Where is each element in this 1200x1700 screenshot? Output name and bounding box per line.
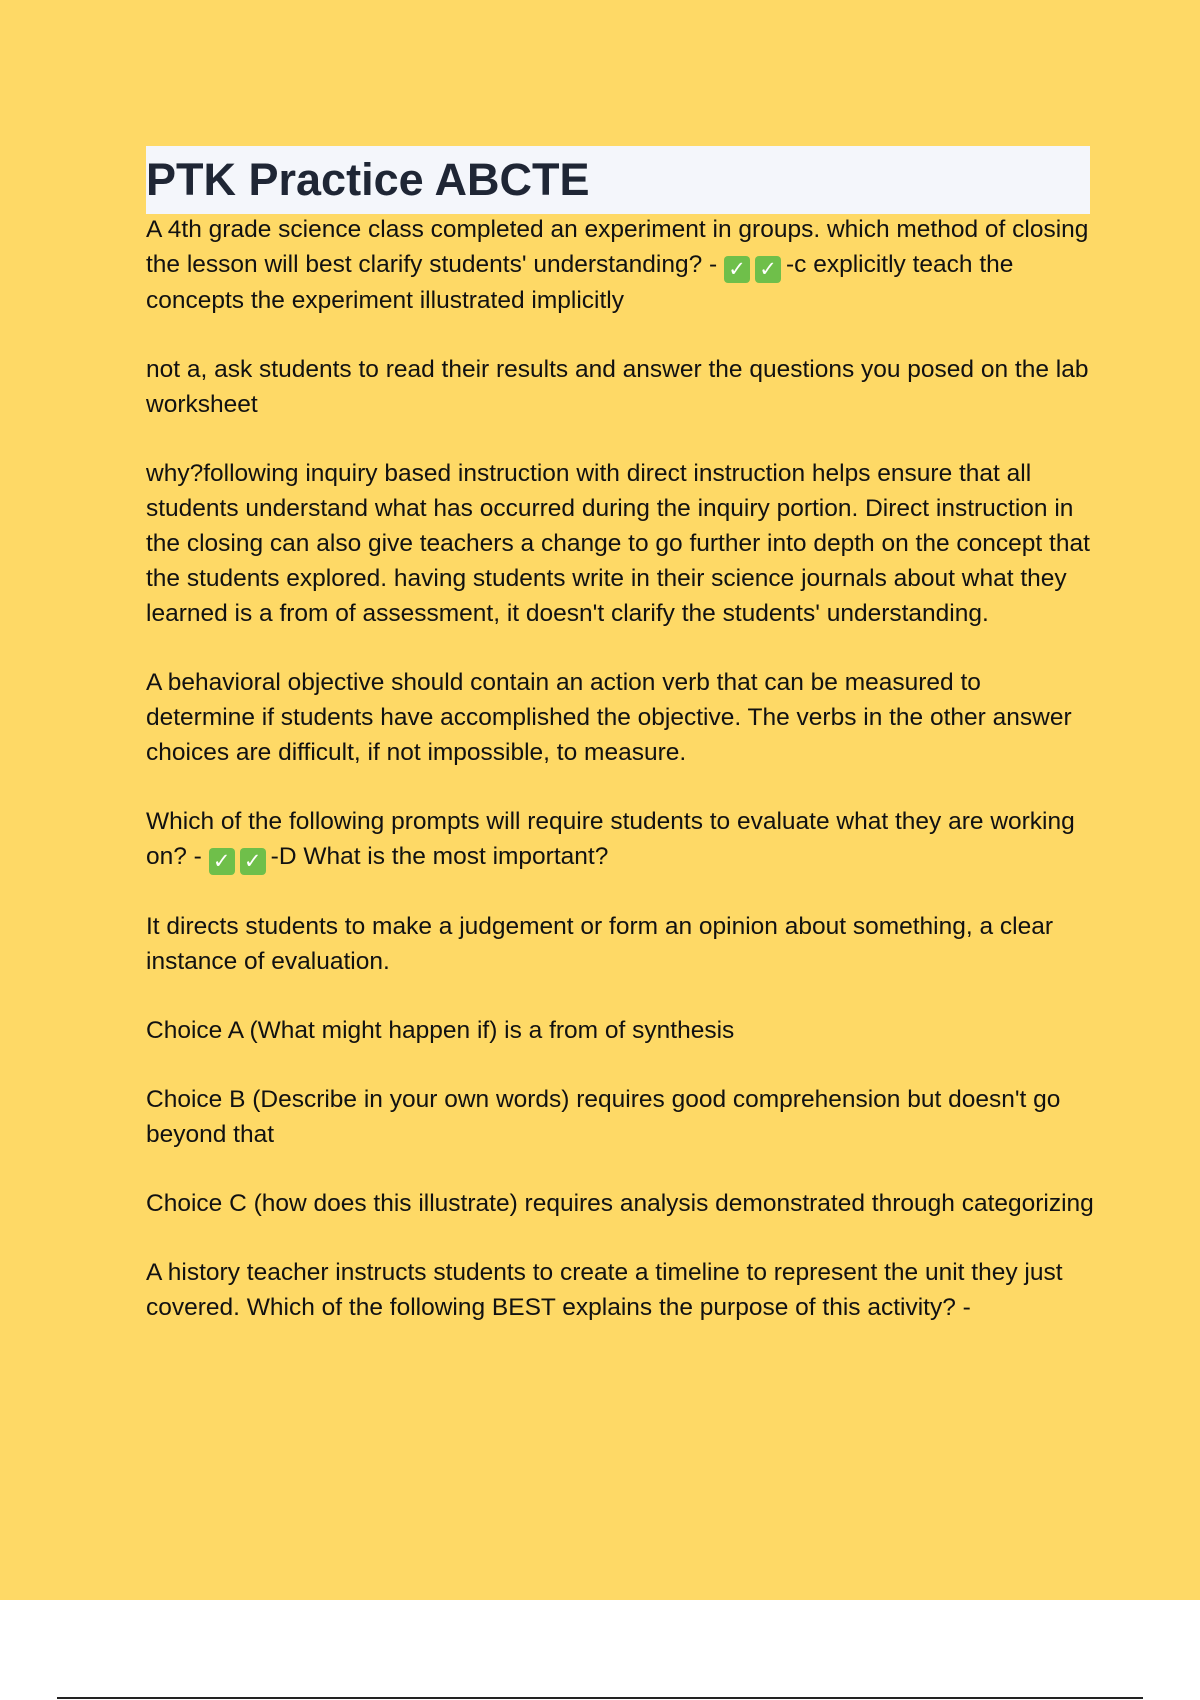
check-mark-icon: ✓	[724, 256, 750, 283]
question-1-text: A 4th grade science class completed an experiment in groups. which method of closing the lesson will best clarify students' understanding? -	[146, 216, 1089, 278]
question-3: A history teacher instructs students to create a timeline to represent the unit they just covered. Which of the following BEST explains the purpose of this activity? -	[146, 1259, 1063, 1321]
question-2-text: Which of the following prompts will require students to evaluate what they are working on? -	[146, 808, 1075, 870]
page-title: PTK Practice ABCTE	[146, 154, 590, 205]
question-1-incorrect-note: not a, ask students to read their results and answer the questions you posed on the lab worksheet	[146, 356, 1089, 418]
question-1-answer: -c explicitly teach the concepts the experiment illustrated implicitly	[146, 251, 1014, 314]
check-mark-icon: ✓	[755, 256, 781, 283]
choice-a-note: Choice A (What might happen if) is a from of synthesis	[146, 1017, 735, 1044]
title-bar	[146, 146, 1090, 214]
question-2-rationale: It directs students to make a judgement or form an opinion about something, a clear instance of evaluation.	[146, 913, 1054, 975]
question-2	[146, 804, 1096, 875]
document-body	[146, 212, 1096, 1359]
check-mark-icon: ✓	[240, 848, 266, 875]
question-2-answer: -D What is the most important?	[270, 843, 609, 870]
footer-divider	[57, 1697, 1143, 1699]
choice-b-note: Choice B (Describe in your own words) requires good comprehension but doesn't go beyond that	[146, 1086, 1061, 1148]
check-mark-icon: ✓	[209, 848, 235, 875]
choice-c-note: Choice C (how does this illustrate) requires analysis demonstrated through categorizing	[146, 1190, 1094, 1217]
question-1	[146, 212, 1096, 318]
behavioral-objective-note: A behavioral objective should contain an action verb that can be measured to determine if students have accomplished the objective. The verbs in the other answer choices are difficult, if not impossible, to measure.	[146, 669, 1072, 766]
question-1-rationale: why?following inquiry based instruction with direct instruction helps ensure that all students understand what has occurred during the inquiry portion. Direct instruction in the closing can also give teachers a change to go further into depth on the concept that the students explored. having students write in their science journals about what they learned is a from of assessment, it doesn't clarify the students' understanding.	[146, 460, 1090, 627]
